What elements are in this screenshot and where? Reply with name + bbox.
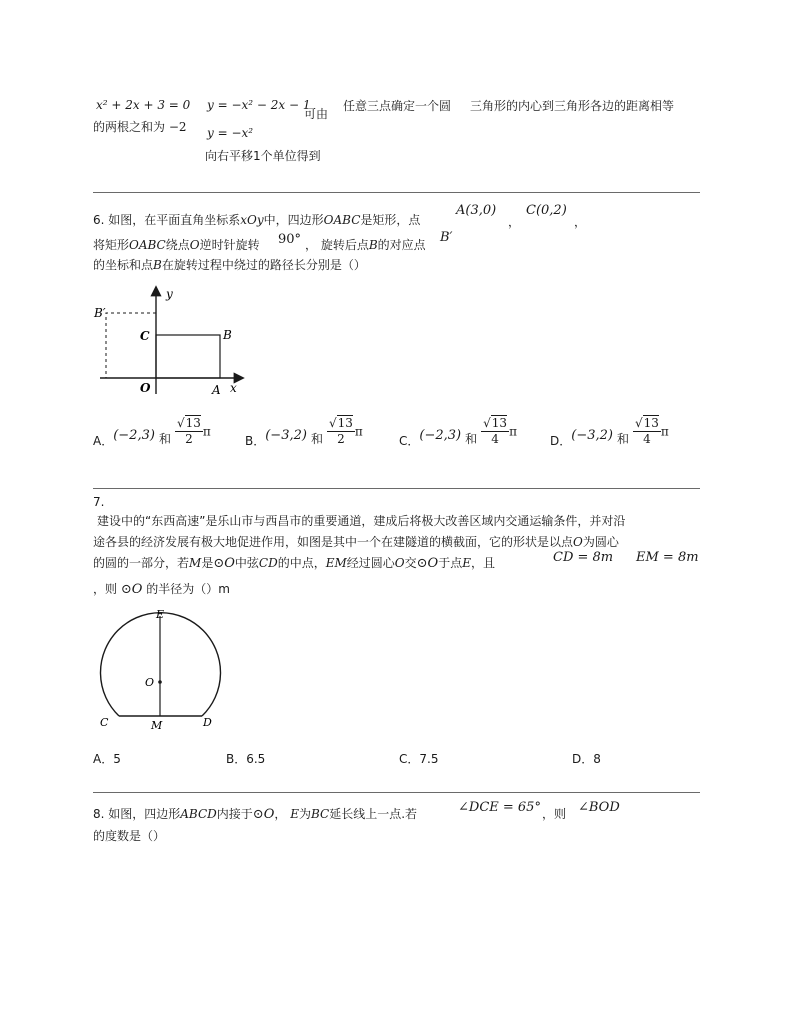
- q8-abcd: ABCD: [180, 807, 217, 821]
- q8-bc: BC: [310, 807, 330, 821]
- sum-roots-text: [93, 118, 187, 135]
- pi-symbol: π: [354, 424, 363, 439]
- q7-o: O: [573, 535, 583, 549]
- q6-figure: [90, 282, 250, 400]
- label-c: C: [140, 329, 150, 343]
- q7-line-1: 建设中的“东西高速”是乐山市与西昌市的重要通道，建成后将极大改善区域内交通运输条件，并对沿: [97, 514, 626, 528]
- label-d: D: [203, 716, 212, 729]
- option-value: 6.5: [246, 752, 266, 766]
- option-fraction: $\frac{√13}{2}$: [328, 416, 353, 446]
- q7-option-d[interactable]: [572, 750, 601, 767]
- q7-line-3: [93, 554, 495, 571]
- q6-text: 将矩形: [93, 238, 130, 252]
- q6-option-d[interactable]: [550, 414, 669, 449]
- label-e: E: [156, 608, 165, 621]
- q6-option-c[interactable]: [399, 414, 517, 449]
- label-o: O: [140, 381, 151, 395]
- parabola-2: y = −x²: [207, 126, 254, 140]
- option-fraction: $\frac{√13}{4}$: [483, 416, 508, 446]
- q6-option-a[interactable]: [93, 414, 211, 449]
- divider-3: [93, 792, 700, 793]
- option-denominator: 4: [643, 432, 651, 446]
- option-letter: A．: [93, 752, 114, 766]
- q7-text: 于点: [438, 556, 463, 570]
- q6-text: 中，四边形: [263, 213, 324, 227]
- q6-line-2b: [305, 236, 426, 253]
- q6-text: 的坐标和点: [93, 258, 154, 272]
- q6-text: 的对应点: [377, 238, 426, 252]
- q8-text: ，: [274, 807, 287, 821]
- q7-o: O: [394, 556, 405, 570]
- option-letter: C．: [399, 752, 420, 766]
- q7-line-2: [93, 533, 619, 550]
- q8-line-1: [93, 805, 417, 822]
- option-letter: B．: [226, 752, 247, 766]
- option-coord: (−3,2): [571, 428, 613, 443]
- q6-b: B: [368, 238, 378, 252]
- q6-oabc: OABC: [129, 238, 166, 252]
- shift-text: 向右平移1个单位得到: [205, 149, 321, 163]
- option-and: 和: [465, 432, 478, 446]
- q7-m: M: [189, 556, 202, 570]
- q7-option-c[interactable]: [399, 750, 438, 767]
- parabola-1: y = −x² − 2x − 1: [207, 98, 311, 112]
- label-bprime: B′: [94, 306, 106, 320]
- q6-oabc: OABC: [323, 213, 361, 227]
- q7-text: 交: [404, 556, 417, 570]
- q6-text: 绕点: [165, 238, 190, 252]
- q6-text: 逆时针旋转: [199, 238, 260, 252]
- label-c: C: [100, 716, 109, 729]
- q6-b: B: [153, 258, 162, 272]
- q7-number: 7.: [93, 495, 105, 509]
- q7-circle-o: ⊙O: [213, 556, 235, 571]
- option-value: 5: [113, 752, 121, 766]
- sum-roots-label: 的两根之和为: [93, 120, 166, 134]
- option-radicand: 13: [491, 416, 508, 430]
- rectangle-oabc: [156, 335, 220, 378]
- q8-text: 8. 如图，四边形: [93, 807, 181, 821]
- q7-text: ，则: [93, 582, 118, 596]
- q8-angle-dce: ∠DCE = 65°: [458, 800, 541, 815]
- q6-point-a: A(3,0): [456, 203, 497, 218]
- pi-symbol: π: [202, 424, 211, 439]
- q7-text: 经过圆心: [346, 556, 395, 570]
- q8-e: E: [290, 807, 299, 821]
- q8-angle-bod: ∠BOD: [578, 800, 620, 815]
- q7-text: 的半径为（）m: [146, 582, 230, 596]
- q7-text: 是: [201, 556, 214, 570]
- q6-text: ， 旋转后点: [305, 238, 369, 252]
- q6-angle: 90°: [278, 232, 302, 247]
- option-coord: (−2,3): [113, 428, 155, 443]
- q7-cd: CD: [258, 556, 278, 570]
- label-y: y: [166, 287, 173, 301]
- option-denominator: 4: [491, 432, 499, 446]
- label-b: B: [223, 328, 232, 342]
- option-coord: (−3,2): [265, 428, 307, 443]
- option-and: 和: [158, 432, 171, 446]
- option-radicand: 13: [337, 416, 353, 430]
- option-radicand: 13: [643, 416, 659, 430]
- option-value: 7.5: [419, 752, 439, 766]
- option-letter: C．: [399, 434, 420, 448]
- q6-point-c: C(0,2): [526, 203, 567, 218]
- q6-option-b[interactable]: [245, 414, 363, 449]
- from-text: 可由: [304, 107, 329, 121]
- q6-text: 在旋转过程中绕过的路径长分别是（）: [161, 258, 366, 272]
- divider-1: [93, 192, 700, 193]
- q7-text: 途各县的经济发展有极大地促进作用，如图是其中一个在建隧道的横截面，它的形状是以点: [93, 535, 574, 549]
- option-and: 和: [616, 432, 629, 446]
- sum-roots-value: −2: [168, 120, 187, 134]
- q7-line-4: [93, 580, 230, 597]
- dashed-rotated-edges: [106, 313, 156, 378]
- q8-line-2: 的度数是（）: [93, 829, 166, 843]
- option-letter: B．: [245, 434, 266, 448]
- q6-text: 是矩形，点: [360, 213, 421, 227]
- option-denominator: 2: [337, 432, 345, 446]
- q7-text: 为圆心: [582, 535, 619, 549]
- q8-circle-o: ⊙O: [252, 807, 275, 822]
- pi-symbol: π: [660, 424, 669, 439]
- option-denominator: 2: [185, 432, 193, 446]
- equation-quadratic: x² + 2x + 3 = 0: [96, 98, 191, 112]
- q7-text: 的圆的一部分，若: [93, 556, 190, 570]
- option-value: 8: [593, 752, 601, 766]
- q6-bprime: B′: [440, 230, 453, 245]
- q7-text: 的中点，: [277, 556, 326, 570]
- q7-em-eq: EM = 8m: [636, 550, 699, 565]
- q7-figure: [92, 605, 222, 735]
- q7-text: ，且: [471, 556, 496, 570]
- q6-comma: ，: [508, 215, 521, 229]
- label-m: M: [151, 719, 163, 732]
- option-letter: D．: [572, 752, 594, 766]
- label-x: x: [230, 381, 237, 395]
- pi-symbol: π: [509, 424, 517, 439]
- center-o-dot: [158, 680, 162, 684]
- q6-line-2: [93, 236, 260, 253]
- option-coord: (−2,3): [419, 428, 462, 443]
- q7-circle-o: ⊙O: [120, 582, 143, 597]
- q6-o: O: [189, 238, 200, 252]
- q7-circle-o: ⊙O: [416, 556, 439, 571]
- option-letter: D．: [550, 434, 572, 448]
- q7-option-a[interactable]: [93, 750, 121, 767]
- q7-option-b[interactable]: [226, 750, 265, 767]
- label-a: A: [212, 383, 221, 397]
- q8-text: 延长线上一点.若: [329, 807, 418, 821]
- q6-comma-2: ，: [574, 215, 587, 229]
- divider-2: [93, 488, 700, 489]
- option-fraction: $\frac{√13}{2}$: [176, 416, 201, 446]
- q7-e: E: [462, 556, 471, 570]
- q6-line-1: [93, 211, 420, 228]
- q6-line-3: [93, 256, 366, 273]
- incenter-fact: 三角形的内心到三角形各边的距离相等: [470, 99, 675, 113]
- option-letter: A．: [93, 434, 114, 448]
- q7-cd-eq: CD = 8m: [553, 550, 614, 565]
- three-points-fact: 任意三点确定一个圆: [343, 99, 452, 113]
- q8-text: 为: [298, 807, 311, 821]
- option-fraction: $\frac{√13}{4}$: [634, 416, 659, 446]
- q7-text: 中弦: [234, 556, 259, 570]
- q6-text: 6. 如图，在平面直角坐标系: [93, 213, 241, 227]
- q8-then: ，则: [542, 807, 567, 821]
- q7-em: EM: [325, 556, 347, 570]
- label-o: O: [145, 676, 155, 689]
- option-radicand: 13: [185, 416, 201, 430]
- q8-text: 内接于: [216, 807, 253, 821]
- q6-xoy: xOy: [240, 213, 264, 227]
- option-and: 和: [310, 432, 323, 446]
